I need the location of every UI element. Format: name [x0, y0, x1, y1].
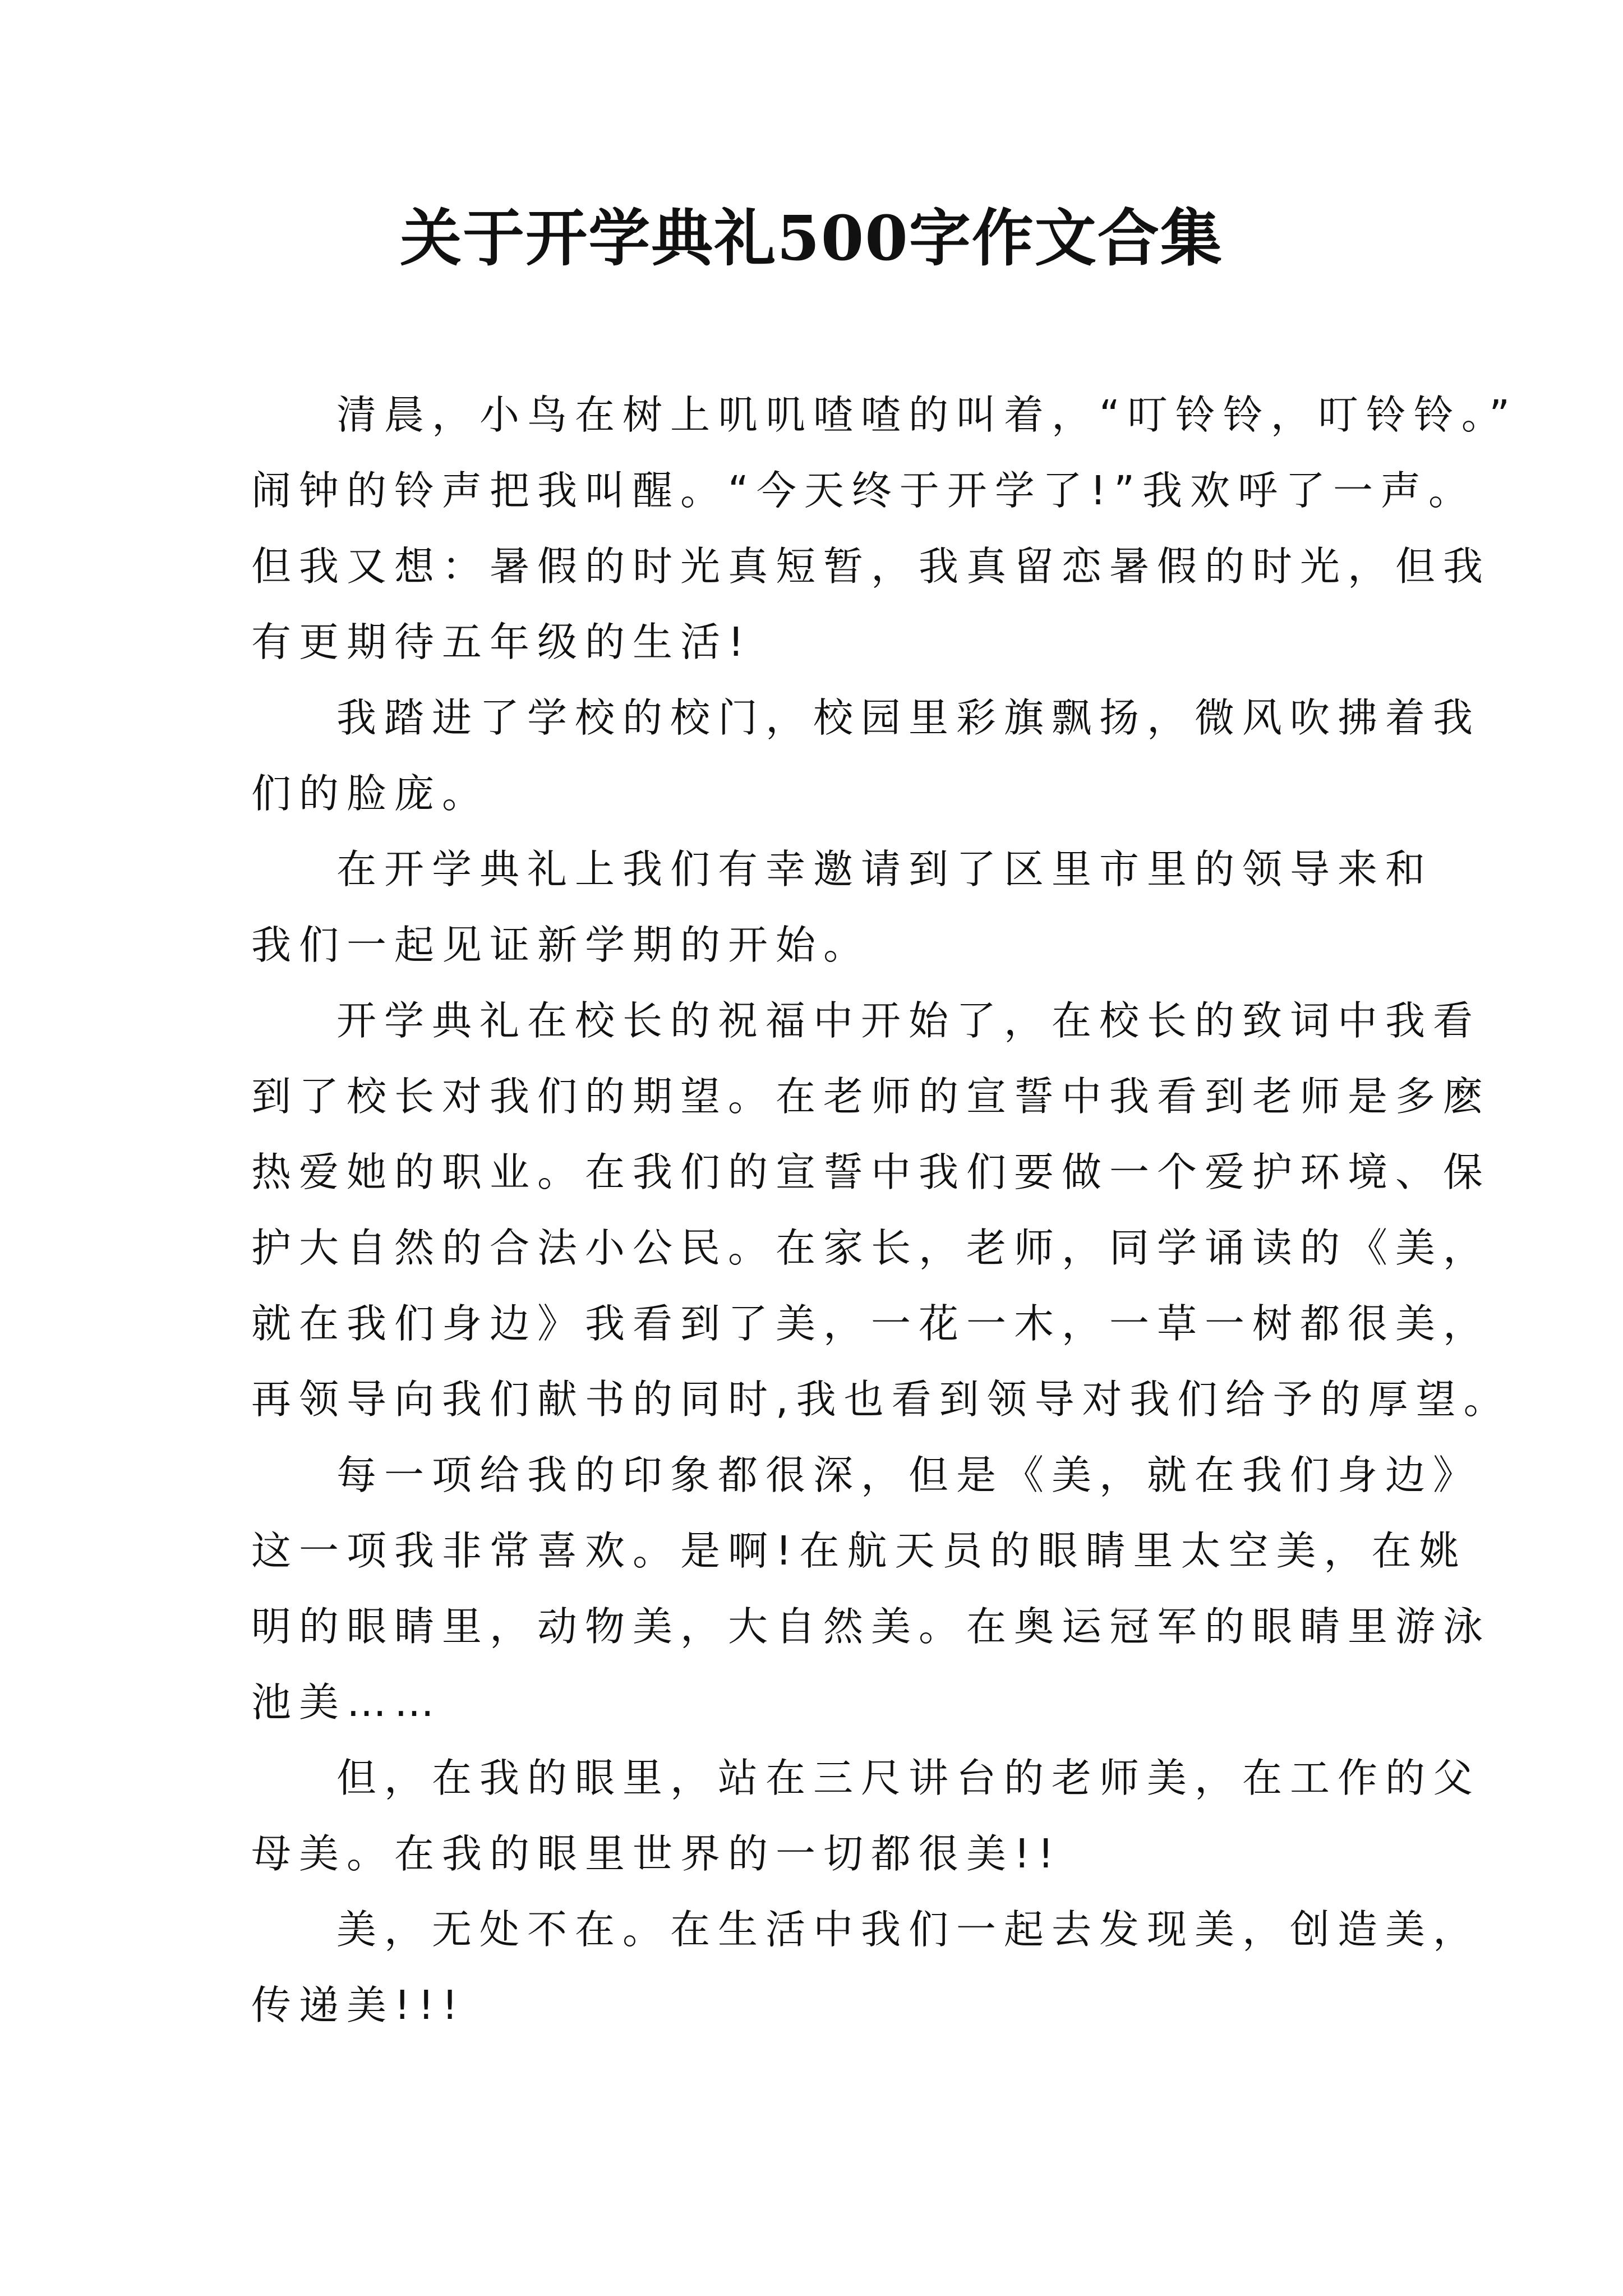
paragraph-line: 美，无处不在。在生活中我们一起去发现美，创造美， [336, 1906, 1481, 1953]
paragraph [251, 377, 1518, 680]
paragraph-line: 开学典礼在校长的祝福中开始了，在校长的致词中我看 [336, 997, 1481, 1044]
document-title: 关于开学典礼500字作文合集 [400, 202, 1223, 274]
paragraph [251, 831, 1433, 983]
paragraph-line: 就在我们身边》我看到了美，一花一木，一草一树都很美， [251, 1300, 1491, 1347]
paragraph-line: 在开学典礼上我们有幸邀请到了区里市里的领导来和 [336, 846, 1433, 892]
document-body [251, 377, 1518, 2043]
paragraph [251, 1740, 1481, 1892]
paragraph-line: 有更期待五年级的生活! [251, 619, 752, 665]
paragraph-line: 但，在我的眼里，站在三尺讲台的老师美，在工作的父 [336, 1755, 1481, 1801]
paragraph-line: 热爱她的职业。在我们的宣誓中我们要做一个爱护环境、保 [251, 1149, 1491, 1195]
paragraph [251, 983, 1511, 1437]
paragraph-line: 再领导向我们献书的同时,我也看到领导对我们给予的厚望。 [251, 1376, 1511, 1423]
paragraph-line: 传递美!!! [251, 1982, 466, 2028]
paragraph-line: 我踏进了学校的校门，校园里彩旗飘扬，微风吹拂着我 [336, 694, 1481, 741]
paragraph [251, 680, 1481, 831]
paragraph-line: 我们一起见证新学期的开始。 [251, 922, 872, 968]
paragraph-line: 池美…… [251, 1679, 442, 1726]
paragraph-line: 护大自然的合法小公民。在家长，老师，同学诵读的《美， [251, 1225, 1491, 1271]
paragraph-line: 们的脸庞。 [251, 770, 490, 817]
paragraph-line: 这一项我非常喜欢。是啊!在航天员的眼睛里太空美，在姚 [251, 1527, 1467, 1574]
paragraph-line: 但我又想：暑假的时光真短暂，我真留恋暑假的时光，但我 [251, 543, 1491, 590]
paragraph-line: 清晨，小鸟在树上叽叽喳喳的叫着，“叮铃铃，叮铃铃。” [336, 392, 1518, 438]
paragraph [251, 1437, 1491, 1740]
paragraph-line: 到了校长对我们的期望。在老师的宣誓中我看到老师是多麽 [251, 1073, 1491, 1120]
paragraph-line: 闹钟的铃声把我叫醒。“今天终于开学了!”我欢呼了一声。 [251, 467, 1477, 514]
paragraph-line: 每一项给我的印象都很深，但是《美，就在我们身边》 [336, 1452, 1481, 1498]
paragraph [251, 1892, 1481, 2043]
paragraph-line: 明的眼睛里，动物美，大自然美。在奥运冠军的眼睛里游泳 [251, 1603, 1491, 1650]
paragraph-line: 母美。在我的眼里世界的一切都很美!! [251, 1830, 1062, 1877]
